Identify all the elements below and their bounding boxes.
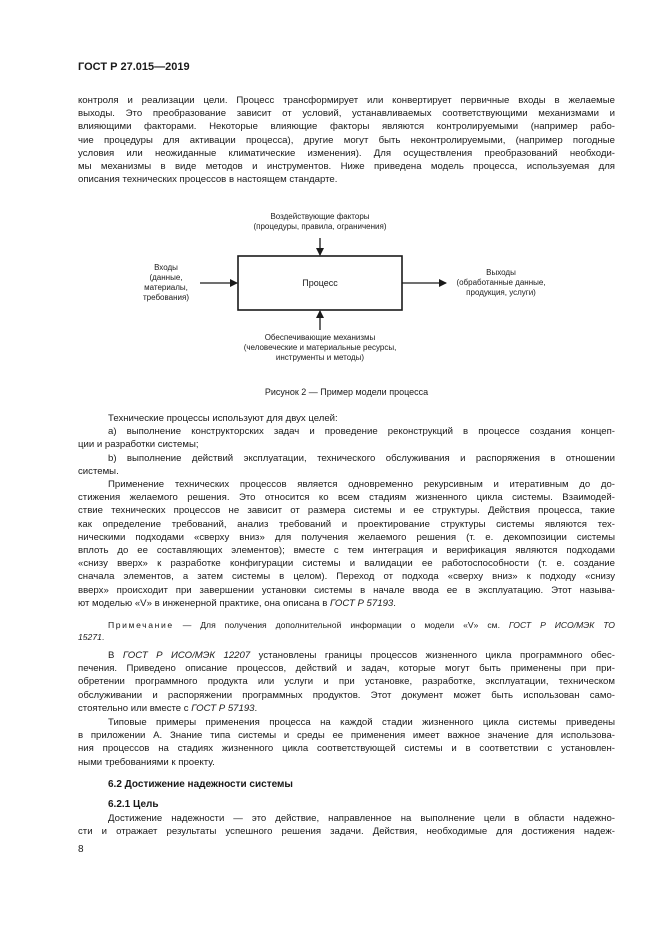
- figure-caption: Рисунок 2 — Пример модели процесса: [264, 387, 429, 397]
- text-line: сначала элементов, а затем системы в целом). Переход от подхода «сверху вниз» к подходу «снизу: [78, 571, 615, 583]
- text-line: вплоть до ее составляющих элементов); вместе с тем интеграция и верификация являются подходами: [78, 545, 615, 557]
- fig-line: Воздействующие факторы: [270, 212, 370, 221]
- list-item-a: а) выполнение конструкторских задач и проведение реконструкций в процессе создания концеп-: [108, 426, 615, 438]
- goal-paragraph: [78, 812, 615, 838]
- influencing-factors-label: [220, 212, 420, 232]
- text-line: влияющими факторами. Некоторые влияющие факторы являются контролируемыми (например рабо-: [78, 121, 615, 133]
- document-header: ГОСТ Р 27.015—2019: [78, 61, 190, 73]
- text-line: Технические процессы используют для двух целей:: [108, 413, 338, 424]
- text-line: [78, 597, 615, 610]
- text-line: как определение требований, анализ требований и проектирование структуры системы являются тех-: [78, 518, 615, 530]
- fig-line: (данные,: [149, 273, 183, 282]
- text-line: печения. Приведено описание процессов, действий и задач, которые могут быть применены при при-: [78, 663, 615, 675]
- fig-line: (человеческие и материальные ресурсы,: [243, 343, 397, 352]
- text-line: чие процедуры для активации процесса), другие могут быть неконтролируемыми, (например погодные: [78, 134, 615, 146]
- text-run: — Для получения дополнительной информации о модели «V» см.: [173, 620, 509, 630]
- standard-reference: ГОСТ Р 57193: [330, 597, 394, 609]
- text-line: описания технических процессов в настоящем стандарте.: [78, 174, 338, 186]
- typical-examples-paragraph: [78, 716, 615, 769]
- text-line: в приложении А. Знание типа системы и среды ее применения имеет важное значение для использова-: [78, 730, 615, 742]
- text-line: обслуживании и распоряжении программных продуктов. Этот документ может быть использован само-: [78, 689, 615, 701]
- outputs-label: [446, 268, 556, 298]
- text-line: условия или неожиданные климатические изменения). Для осуществления преобразований необходи-: [78, 147, 615, 159]
- list-item-b: b) выполнение действий эксплуатации, технического обслуживания и распоряжения в отношении: [108, 452, 615, 464]
- text-line: сти и отражает результаты успешного решения задачи. Действия, необходимые для достижения надеж-: [78, 826, 615, 838]
- text-line: [78, 649, 615, 662]
- text-run: .: [393, 597, 396, 609]
- fig-line: Обеспечивающие механизмы: [264, 333, 376, 342]
- text-line: стижения желаемого решения. Это относится ко всем стадиям жизненного цикла системы. Взаимодей-: [78, 492, 615, 504]
- standard-reference: ГОСТ Р ИСО/МЭК ТО: [508, 620, 615, 630]
- fig-line: (процедуры, правила, ограничения): [253, 222, 387, 231]
- text-line: ными требованиями к проекту.: [78, 756, 215, 768]
- text-line: вверх» происходит при завершении установки системы в начале ввода ее в эксплуатацию. Этот называ-: [78, 584, 615, 596]
- standard-reference: 15271: [78, 632, 102, 642]
- text-run: .: [254, 702, 258, 714]
- fig-line: Выходы: [486, 268, 516, 277]
- text-line: [78, 702, 615, 715]
- text-line: ции и разработки системы;: [78, 439, 199, 451]
- text-line: выходы. Это преобразование зависит от условий, устанавливаемых соответствующими механизмами и: [78, 108, 615, 120]
- subsection-heading: 6.2.1 Цель: [108, 799, 159, 810]
- note-label: Примечание: [108, 620, 174, 630]
- text-line: ническими подходами «сверху вниз» для получения желаемого решения (т. е. декомпозиции системы: [78, 531, 615, 543]
- software-paragraph: [78, 649, 615, 715]
- process-label: Процесс: [302, 278, 338, 288]
- goals-list: [78, 412, 615, 478]
- text-line: [78, 631, 615, 643]
- fig-line: продукция, услуги): [466, 288, 536, 297]
- text-line: обретении программного продукта или услуги и при установке, разработке, эксплуатации, техническом: [78, 676, 615, 688]
- text-run: В: [108, 650, 123, 661]
- text-run: установлены границы процессов жизненного цикла программного обес-: [250, 650, 615, 661]
- section-heading: 6.2 Достижение надежности системы: [108, 779, 293, 790]
- note: [78, 619, 615, 643]
- text-line: ния процессов на стадиях жизненного цикла соответствующей системы и в соответствии с установлен-: [78, 743, 615, 755]
- text-line: контроля и реализации цели. Процесс трансформирует или конвертирует первичные входы в желаемые: [78, 95, 615, 106]
- standard-reference: ГОСТ Р 57193: [191, 702, 255, 714]
- fig-line: материалы,: [144, 283, 188, 292]
- fig-line: требования): [143, 293, 189, 302]
- text-line: [78, 619, 615, 631]
- text-line: ствие технических процессов не зависит от размера системы и ее структуры. Действия процесса, такие: [78, 505, 615, 517]
- text-line: «снизу вверх» к разработке конфигурации системы и валидации ее работоспособности (т. е. создание: [78, 558, 615, 570]
- page-number: 8: [78, 844, 84, 855]
- text-line: Достижение надежности — это действие, направленное на выполнение цели в области надежно-: [108, 813, 615, 824]
- inputs-label: [126, 263, 206, 303]
- text-run: .: [101, 632, 105, 642]
- mechanisms-label: [205, 333, 435, 363]
- standard-reference: ГОСТ Р ИСО/МЭК 12207: [122, 650, 251, 661]
- fig-line: инструменты и методы): [275, 353, 365, 362]
- application-paragraph: [78, 478, 615, 610]
- fig-line: (обработанные данные,: [456, 278, 546, 287]
- text-run: ют моделью «V» в инженерной практике, она описана в: [78, 597, 330, 609]
- text-line: мы механизмы в виде методов и инструментов. Ниже приведена модель процесса, используемая для: [78, 161, 615, 173]
- text-line: системы.: [78, 465, 119, 477]
- text-line: Типовые примеры применения процесса на каждой стадии жизненного цикла системы приведены: [108, 717, 615, 728]
- fig-line: Входы: [154, 263, 178, 272]
- text-run: стоятельно или вместе с: [78, 702, 192, 714]
- text-line: Применение технических процессов является одновременно рекурсивным и итеративным до до-: [108, 479, 615, 490]
